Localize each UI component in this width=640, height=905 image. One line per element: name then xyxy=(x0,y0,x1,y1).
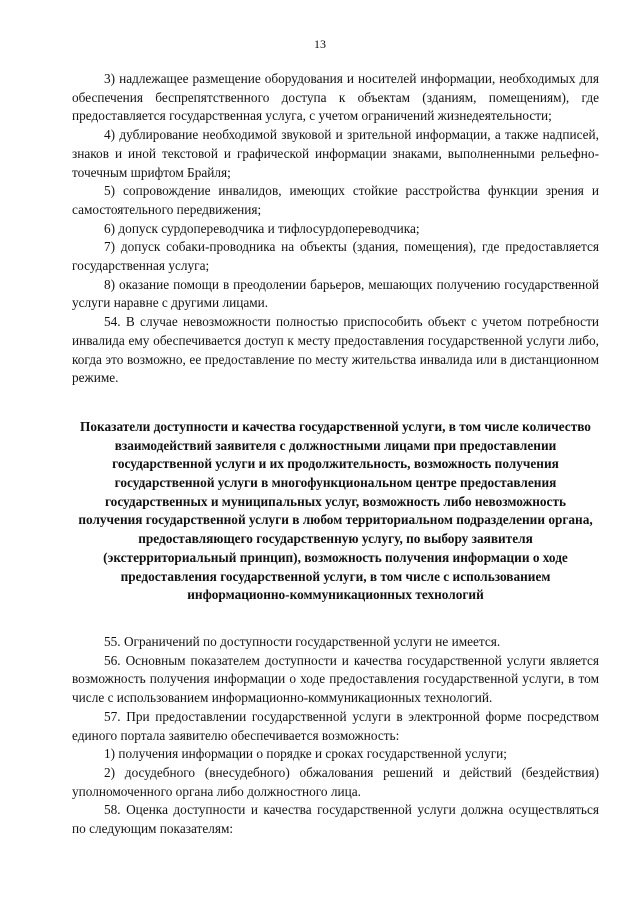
list-item-6: 6) допуск сурдопереводчика и тифлосурдопереводчика; xyxy=(104,220,420,236)
list-item-8: 8) оказание помощи в преодолении барьеров, мешающих получению государственной услуги наравне с другими лицами. xyxy=(72,276,599,311)
paragraph-58: 58. Оценка доступности и качества государственной услуги должна осуществляться по следующим показателям: xyxy=(72,802,599,837)
document-body xyxy=(72,70,599,839)
list-item-7: 7) допуск собаки-проводника на объекты (здания, помещения), где предоставляется государственная услуга; xyxy=(72,239,599,274)
list-item-4: 4) дублирование необходимой звуковой и зрительной информации, а также надписей, знаков и иной текстовой и графической информации знаками, выполненными рельефно-точечным шрифтом Брайля; xyxy=(72,127,599,180)
paragraph-56: 56. Основным показателем доступности и качества государственной услуги является возможность получения информации о ходе предоставления государственной услуги, в том числе с использованием информационно-коммуникационных технологий. xyxy=(72,652,599,706)
paragraph-57: 57. При предоставлении государственной услуги в электронной форме посредством единого портала заявителю обеспечивается возможность: xyxy=(72,708,599,743)
page-number: 13 xyxy=(314,37,326,51)
paragraph-55: 55. Ограничений по доступности государственной услуги не имеется. xyxy=(104,633,501,649)
list-item-3: 3) надлежащее размещение оборудования и носителей информации, необходимых для обеспечения беспрепятственного доступа к объектам (зданиям, помещениям), где предоставляется государственная услуга, с учетом ограничений жизнедеятельности; xyxy=(72,71,599,124)
paragraph-54: 54. В случае невозможности полностью приспособить объект с учетом потребности инвалида ему обеспечивается доступ к месту предоставления государственной услуги либо, когда это возможно, ее предоставление по месту жительства инвалида или в дистанционном режиме. xyxy=(72,314,599,386)
list-item-57-2: 2) досудебного (внесудебного) обжалования решений и действий (бездействия) уполномоченного органа либо должностного лица. xyxy=(72,764,599,799)
section-title: Показатели доступности и качества государственной услуги, в том числе количество взаимодействий заявителя с должностными лицами при предоставлении государственной услуги и их продолжительность, возможность получения государственной услуги в многофункциональном центре предоставления государственных и муниципальных услуг, возможность либо невозможность получения государственной услуги в любом территориальном подразделении органа, предоставляющего государственную услугу, по выбору заявителя (экстерриториальный принцип), возможность получения информации о ходе предоставления государственной услуги, в том числе с использованием информационно-коммуникационных технологий xyxy=(78,418,593,603)
list-item-57-1: 1) получения информации о порядке и сроках государственной услуги; xyxy=(104,746,507,762)
list-item-5: 5) сопровождение инвалидов, имеющих стойкие расстройства функции зрения и самостоятельного передвижения; xyxy=(72,183,599,217)
